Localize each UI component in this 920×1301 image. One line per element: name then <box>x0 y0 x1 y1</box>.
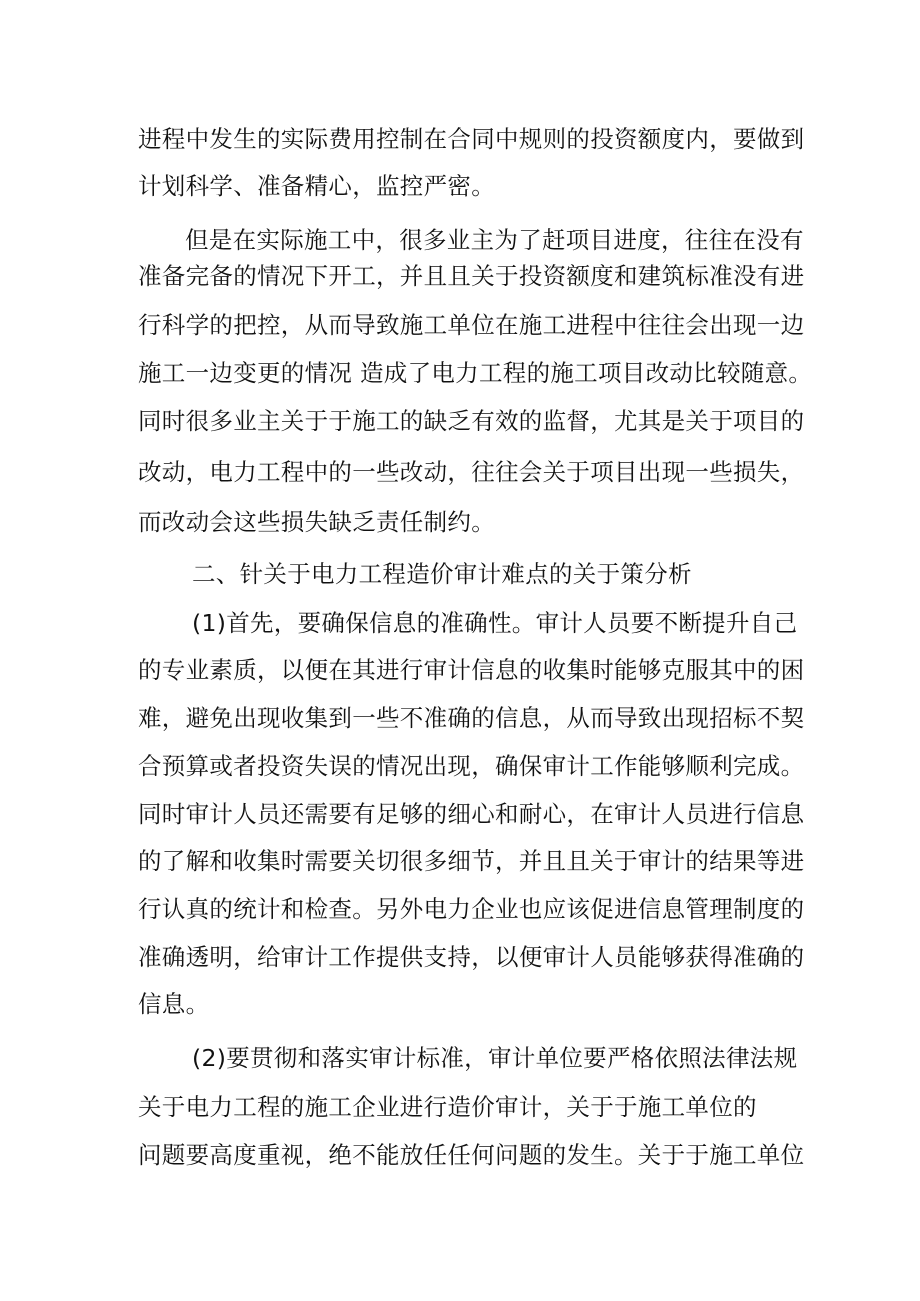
text-line: 的了解和收集时需要关切很多细节，并且且关于审计的结果等进 <box>138 847 805 875</box>
text-line: 而改动会这些损失缺乏责任制约。 <box>138 508 495 536</box>
text-line: 关于电力工程的施工企业进行造价审计，关于于施工单位的 <box>138 1093 757 1121</box>
text-line: 计划科学、准备精心，监控严密。 <box>138 172 495 200</box>
text-line: 施工一边变更的情况 造成了电力工程的施工项目改动比较随意。 <box>138 359 813 387</box>
text-line: 难，避免出现收集到一些不准确的信息，从而导致出现招标不契 <box>138 704 805 732</box>
text-line: 的专业素质，以便在其进行审计信息的收集时能够克服其中的困 <box>138 656 805 684</box>
text-line: 改动，电力工程中的一些改动，往往会关于项目出现一些损失， <box>138 458 805 486</box>
text-line: 行认真的统计和检查。另外电力企业也应该促进信息管理制度的 <box>138 895 805 923</box>
text-line: 准确透明，给审计工作提供支持，以便审计人员能够获得准确的 <box>138 943 805 971</box>
section-heading: 二、针关于电力工程造价审计难点的关于策分析 <box>192 560 692 588</box>
text-line: 问题要高度重视，绝不能放任任何问题的发生。关于于施工单位 <box>138 1141 805 1169</box>
text-line: 同时审计人员还需要有足够的细心和耐心，在审计人员进行信息 <box>138 800 805 828</box>
paragraph-start-line: 但是在实际施工中，很多业主为了赶项目进度，往往在没有 <box>185 226 804 254</box>
text-line: 行科学的把控，从而导致施工单位在施工进程中往往会出现一边 <box>138 311 805 339</box>
paragraph-start-line: (2)要贯彻和落实审计标准，审计单位要严格依照法律法规 <box>192 1044 798 1072</box>
text-line: 进程中发生的实际费用控制在合同中规则的投资额度内，要做到 <box>138 125 805 153</box>
text-line: 合预算或者投资失误的情况出现，确保审计工作能够顺利完成。 <box>138 752 805 780</box>
text-line: 准备完备的情况下开工，并且且关于投资额度和建筑标准没有进 <box>138 262 805 290</box>
text-line: 同时很多业主关于于施工的缺乏有效的监督，尤其是关于项目的 <box>138 407 805 435</box>
text-line: 信息。 <box>138 990 210 1018</box>
paragraph-start-line: (1)首先，要确保信息的准确性。审计人员要不断提升自己 <box>192 609 798 637</box>
